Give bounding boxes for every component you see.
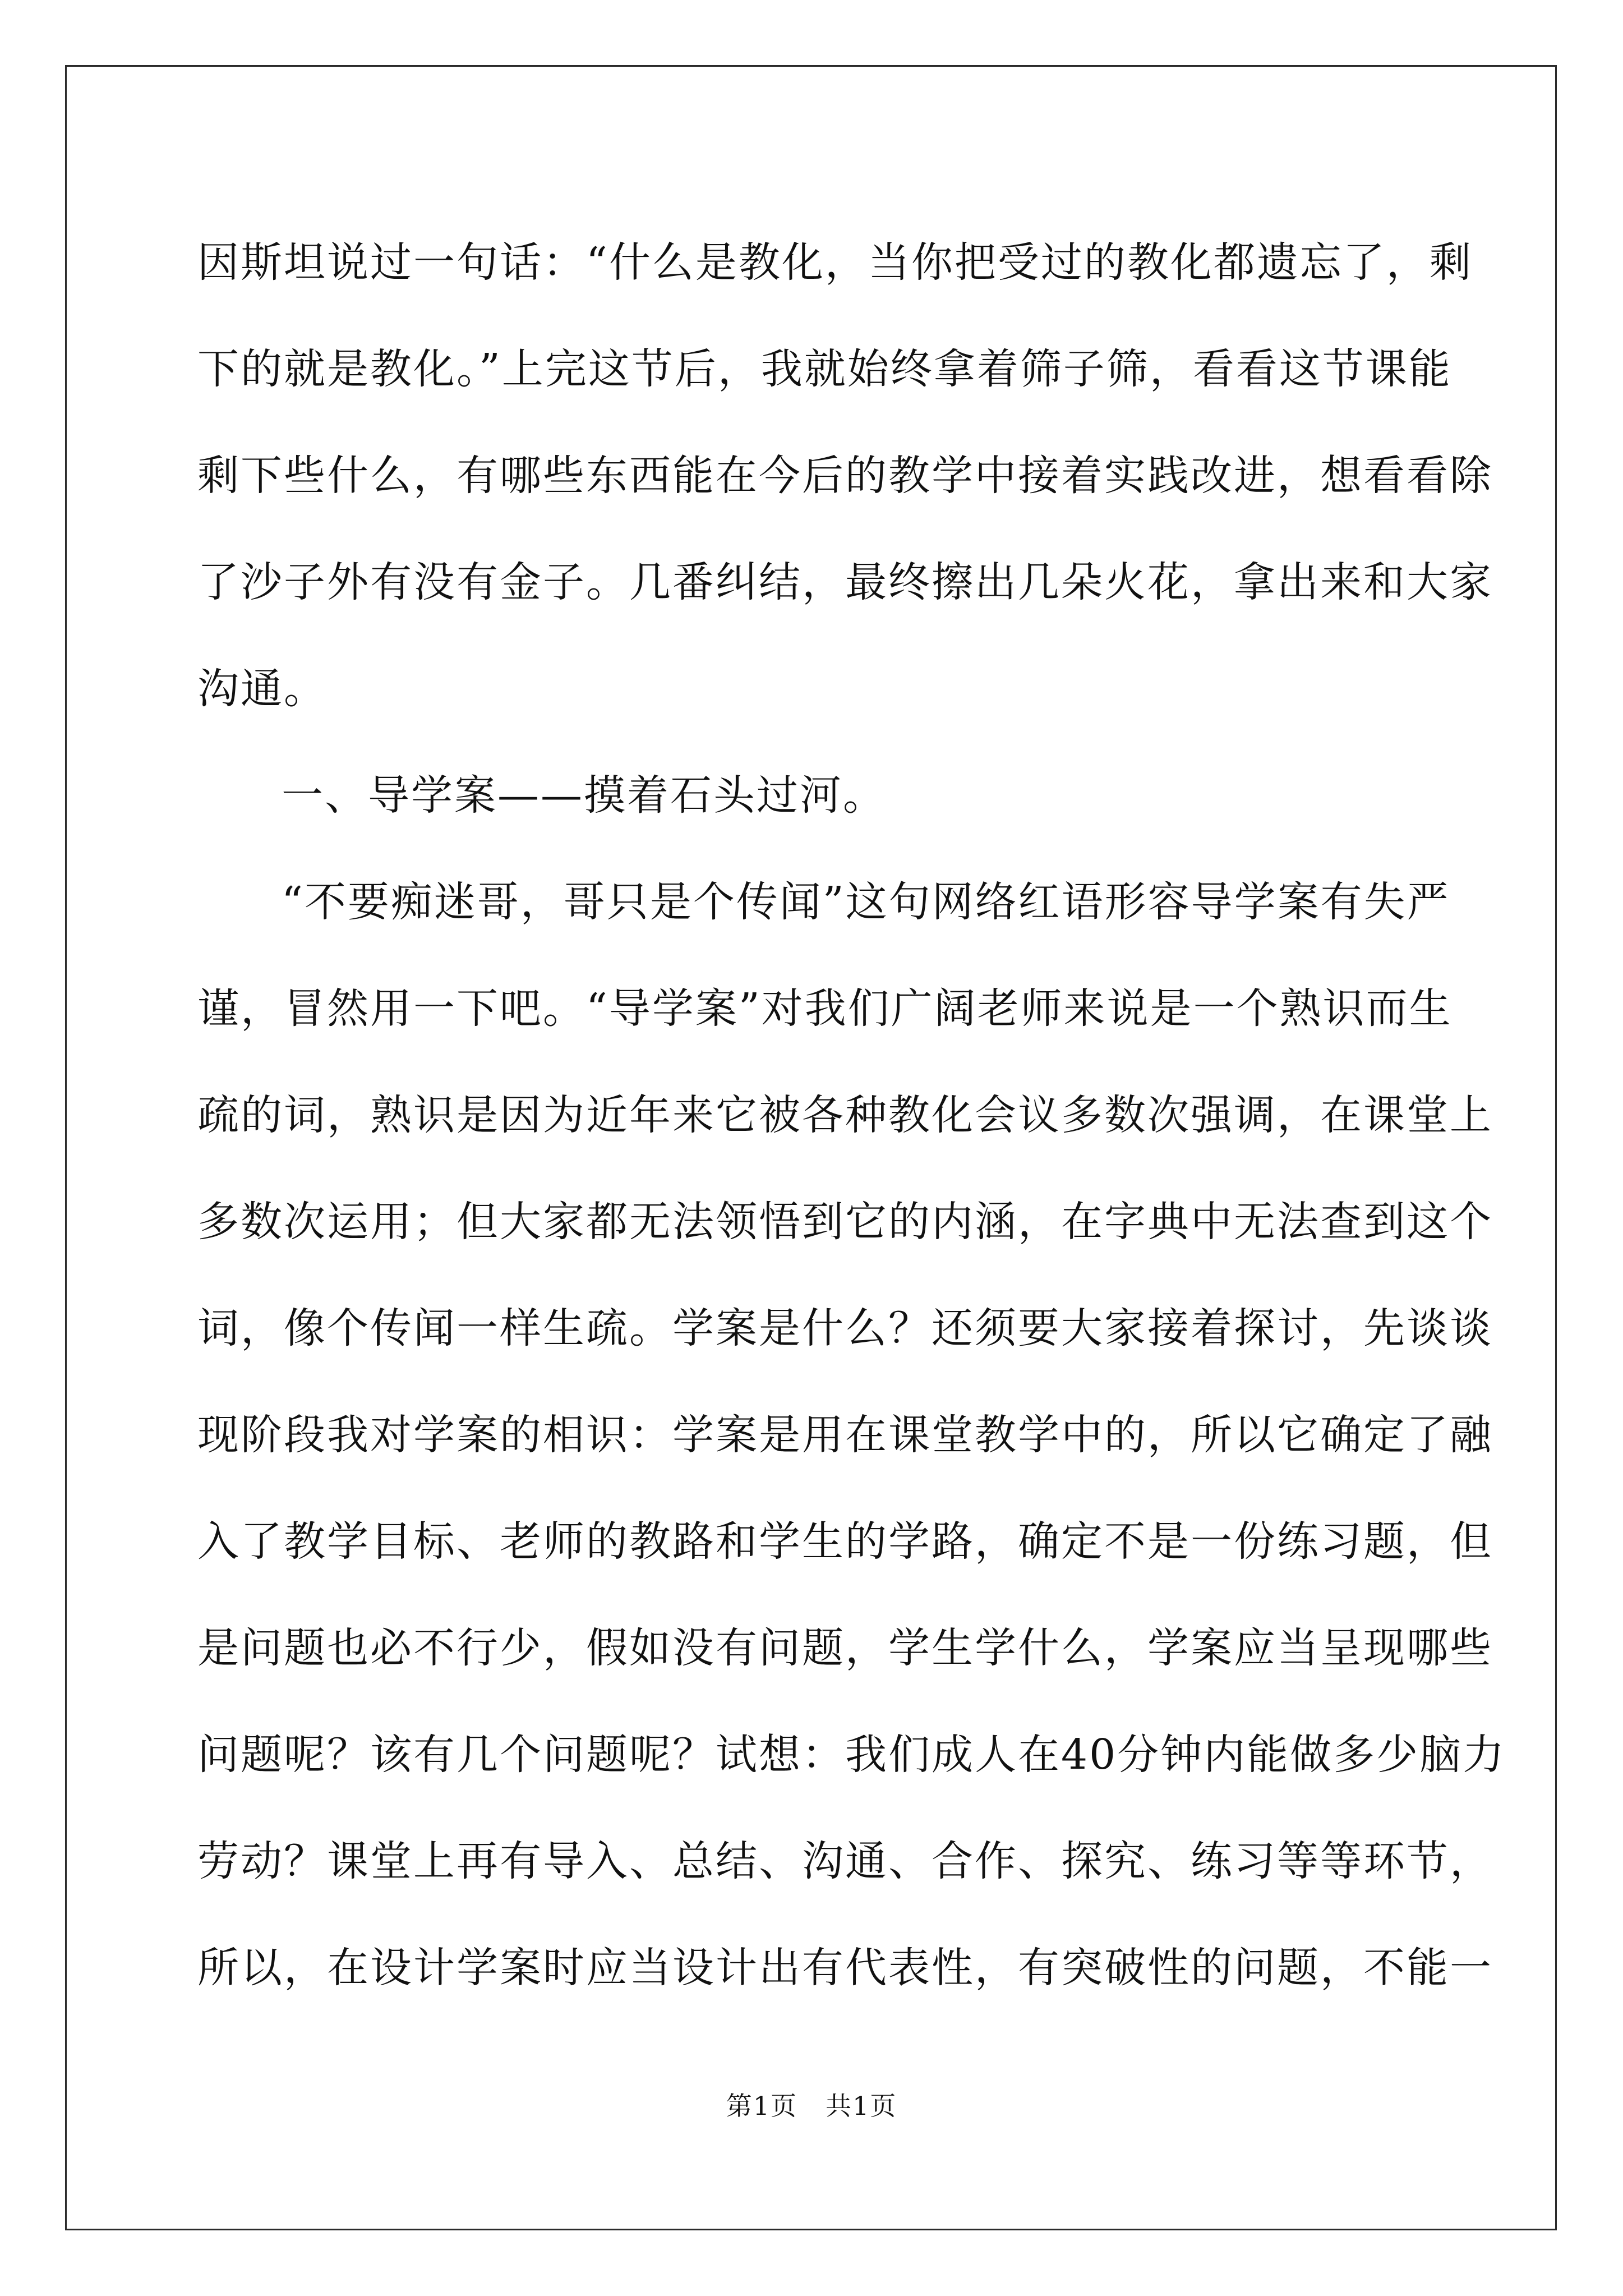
text-line: 多数次运用；但大家都无法领悟到它的内涵，在字典中无法查到这个 [197,1198,1493,1246]
text-line: 沟通。 [197,665,327,713]
text-line: 了沙子外有没有金子。几番纠结，最终擦出几朵火花，拿出来和大家 [197,558,1493,606]
page-number-total: 共1页 [826,2091,897,2121]
text-line: 词，像个传闻一样生疏。学案是什么？还须要大家接着探讨，先谈谈 [197,1304,1493,1352]
text-line: 因斯坦说过一句话：“什么是教化，当你把受过的教化都遗忘了，剩 [197,238,1473,287]
text-line: 下的就是教化。”上完这节后，我就始终拿着筛子筛，看看这节课能 [197,345,1452,393]
text-line: 劳动？课堂上再有导入、总结、沟通、合作、探究、练习等等环节， [197,1837,1493,1885]
text-line: 所以，在设计学案时应当设计出有代表性，有突破性的问题，不能一 [197,1944,1493,1992]
text-line: 入了教学目标、老师的教路和学生的学路，确定不是一份练习题，但 [197,1517,1493,1566]
text-line: 谨，冒然用一下吧。“导学案”对我们广阔老师来说是一个熟识而生 [197,984,1453,1033]
text-line: 现阶段我对学案的相识：学案是用在课堂教学中的，所以它确定了融 [197,1411,1493,1459]
text-line: 疏的词，熟识是因为近年来它被各种教化会议多数次强调，在课堂上 [197,1091,1493,1139]
text-line: 是问题也必不行少，假如没有问题，学生学什么，学案应当呈现哪些 [197,1624,1493,1672]
text-line: “不要痴迷哥，哥只是个传闻”这句网络红语形容导学案有失严 [282,878,1450,926]
text-line: 剩下些什么，有哪些东西能在今后的教学中接着实践改进，想看看除 [197,452,1493,500]
document-body [197,209,1506,2021]
section-heading: 一、导学案——摸着石头过河。 [282,771,886,820]
page-number-current: 第1页 [726,2091,797,2121]
page-footer [0,2086,1623,2123]
text-line: 问题呢？该有几个问题呢？试想：我们成人在40分钟内能做多少脑力 [197,1731,1506,1779]
